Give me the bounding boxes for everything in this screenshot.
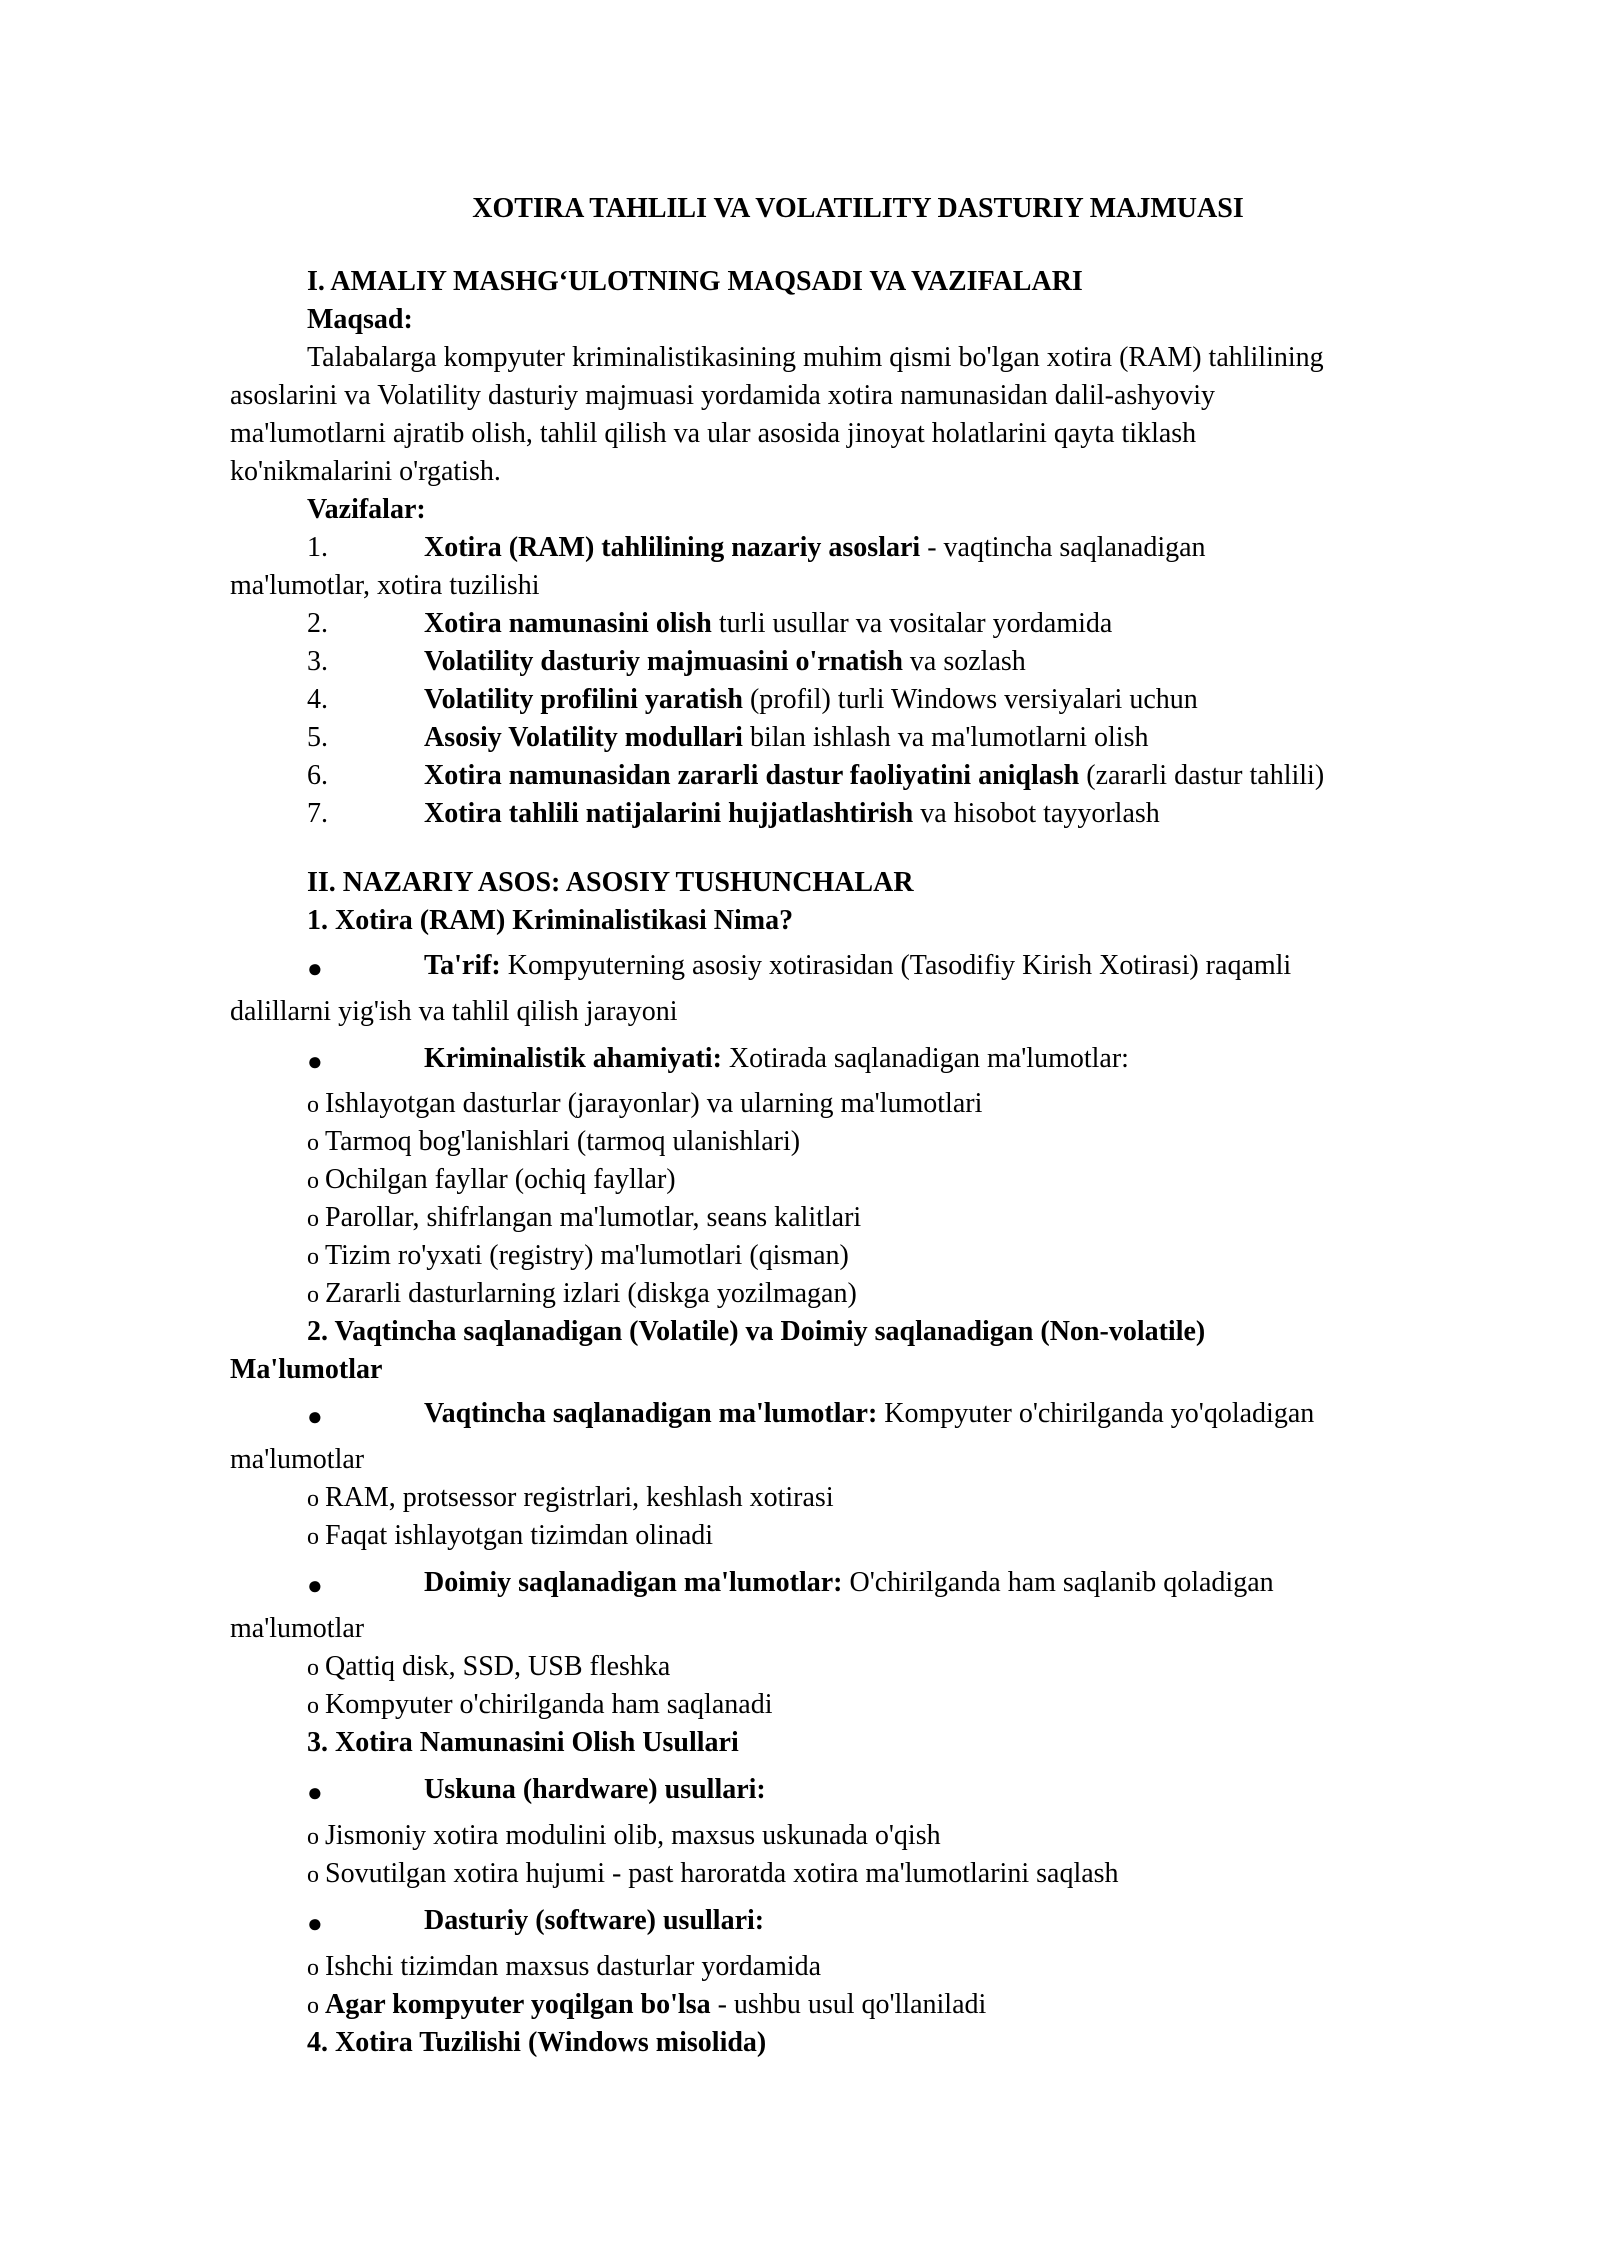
bullet-term: Uskuna (hardware) usullari:: [424, 1774, 766, 1805]
circle-bullet-icon: o: [307, 1130, 319, 1156]
bullet-continuation: ma'lumotlar: [230, 1613, 365, 1644]
list-item-text: RAM, protsessor registrlari, keshlash xotirasi: [325, 1482, 834, 1513]
maqsad-line-1: Talabalarga kompyuter kriminalistikasining muhim qismi bo'lgan xotira (RAM) tahlilining: [307, 342, 1324, 373]
task-title: Xotira namunasini olish: [424, 608, 712, 639]
task-detail: va sozlash: [902, 646, 1026, 677]
list-item: [307, 1817, 941, 1856]
list-item: [307, 1686, 772, 1725]
circle-bullet-icon: o: [307, 1282, 319, 1308]
circle-bullet-icon: o: [307, 1862, 319, 1888]
task-number: 5.: [307, 722, 328, 753]
circle-bullet-icon: o: [307, 1524, 319, 1550]
circle-bullet-icon: o: [307, 1206, 319, 1232]
circle-bullet-icon: o: [307, 1993, 319, 2019]
list-item-text: Ishlayotgan dasturlar (jarayonlar) va ularning ma'lumotlari: [325, 1088, 983, 1119]
list-item-text: - ushbu usul qo'llaniladi: [710, 1989, 987, 2020]
subsection-4-heading: 4. Xotira Tuzilishi (Windows misolida): [307, 2027, 767, 2058]
task-detail: bilan ishlash va ma'lumotlarni olish: [742, 722, 1149, 753]
list-item: [307, 1123, 800, 1162]
list-item: [307, 1648, 670, 1687]
task-detail: va hisobot tayyorlash: [913, 798, 1160, 829]
list-item-text: Tizim ro'yxati (registry) ma'lumotlari (qisman): [325, 1240, 849, 1271]
list-item: [307, 1986, 986, 2025]
list-item-text: Faqat ishlayotgan tizimdan olinadi: [325, 1520, 714, 1551]
task-number: 7.: [307, 798, 328, 829]
list-item-text: Parollar, shifrlangan ma'lumotlar, seans kalitlari: [325, 1202, 862, 1233]
task-title: Xotira namunasidan zararli dastur faoliyatini aniqlash: [424, 760, 1080, 791]
section-2-heading: II. NAZARIY ASOS: ASOSIY TUSHUNCHALAR: [307, 867, 914, 898]
task-detail: - vaqtincha saqlanadigan: [920, 532, 1206, 563]
bullet-term: Ta'rif:: [424, 950, 501, 981]
task-detail: turli usullar va vositalar yordamida: [711, 608, 1113, 639]
circle-bullet-icon: o: [307, 1092, 319, 1118]
circle-bullet-icon: o: [307, 1244, 319, 1270]
subsection-3-heading: 3. Xotira Namunasini Olish Usullari: [307, 1727, 739, 1758]
bullet-text: O'chirilganda ham saqlanib qoladigan: [842, 1567, 1274, 1598]
list-item-text: Qattiq disk, SSD, USB fleshka: [325, 1651, 671, 1682]
task-number: 1.: [307, 532, 328, 563]
list-item-text: Zararli dasturlarning izlari (diskga yozilmagan): [325, 1278, 857, 1309]
circle-bullet-icon: o: [307, 1824, 319, 1850]
bullet-term: Kriminalistik ahamiyati:: [424, 1043, 722, 1074]
bullet-icon: ●: [307, 1778, 323, 1807]
list-item: [307, 1855, 1119, 1894]
list-item-text: Ochilgan fayllar (ochiq fayllar): [325, 1164, 676, 1195]
bullet-text: Xotirada saqlanadigan ma'lumotlar:: [721, 1043, 1129, 1074]
task-number: 3.: [307, 646, 328, 677]
bullet-icon: ●: [307, 1402, 323, 1431]
list-item-text: Kompyuter o'chirilganda ham saqlanadi: [325, 1689, 773, 1720]
bullet-icon: ●: [307, 954, 323, 983]
list-item-text: Ishchi tizimdan maxsus dasturlar yordamida: [325, 1951, 822, 1982]
list-item: [307, 1161, 676, 1200]
maqsad-line-3: ma'lumotlarni ajratib olish, tahlil qilish va ular asosida jinoyat holatlarini qayta tiklash: [230, 418, 1197, 449]
list-item-text: Tarmoq bog'lanishlari (tarmoq ulanishlari): [325, 1126, 801, 1157]
list-item: [307, 1479, 834, 1518]
task-number: 2.: [307, 608, 328, 639]
task-detail: (profil) turli Windows versiyalari uchun: [742, 684, 1198, 715]
task-title: Xotira (RAM) tahlilining nazariy asoslari: [424, 532, 921, 563]
circle-bullet-icon: o: [307, 1168, 319, 1194]
task-title: Xotira tahlili natijalarini hujjatlashtirish: [424, 798, 914, 829]
task-title: Volatility dasturiy majmuasini o'rnatish: [424, 646, 903, 677]
circle-bullet-icon: o: [307, 1486, 319, 1512]
section-1-heading: I. AMALIY MASHG‘ULOTNING MAQSADI VA VAZIFALARI: [307, 266, 1083, 297]
vazifalar-label: Vazifalar:: [307, 494, 426, 525]
task-title: Asosiy Volatility modullari: [424, 722, 743, 753]
bullet-icon: ●: [307, 1047, 323, 1076]
task-title: Volatility profilini yaratish: [424, 684, 743, 715]
list-item: [307, 1517, 713, 1556]
subsection-2-heading-cont: Ma'lumotlar: [230, 1354, 383, 1385]
bullet-icon: ●: [307, 1909, 323, 1938]
maqsad-line-4: ko'nikmalarini o'rgatish.: [230, 456, 501, 487]
task-number: 4.: [307, 684, 328, 715]
task-number: 6.: [307, 760, 328, 791]
document-title: XOTIRA TAHLILI VA VOLATILITY DASTURIY MAJMUASI: [472, 193, 1244, 224]
subsection-1-heading: 1. Xotira (RAM) Kriminalistikasi Nima?: [307, 905, 794, 936]
maqsad-label: Maqsad:: [307, 304, 413, 335]
list-item: [307, 1275, 857, 1314]
list-item: [307, 1948, 821, 1987]
list-item-text: Jismoniy xotira modulini olib, maxsus uskunada o'qish: [325, 1820, 941, 1851]
bullet-term: Dasturiy (software) usullari:: [424, 1905, 765, 1936]
circle-bullet-icon: o: [307, 1693, 319, 1719]
list-item: [307, 1085, 982, 1124]
bullet-term: Vaqtincha saqlanadigan ma'lumotlar:: [424, 1398, 878, 1429]
circle-bullet-icon: o: [307, 1655, 319, 1681]
circle-bullet-icon: o: [307, 1955, 319, 1981]
bullet-continuation: dalillarni yig'ish va tahlil qilish jarayoni: [230, 996, 678, 1027]
task-detail: (zararli dastur tahlili): [1079, 760, 1325, 791]
bullet-text: Kompyuterning asosiy xotirasidan (Tasodifiy Kirish Xotirasi) raqamli: [500, 950, 1292, 981]
list-item-text: Sovutilgan xotira hujumi - past haroratda xotira ma'lumotlarini saqlash: [325, 1858, 1119, 1889]
bullet-continuation: ma'lumotlar: [230, 1444, 365, 1475]
subsection-2-heading: 2. Vaqtincha saqlanadigan (Volatile) va Doimiy saqlanadigan (Non-volatile): [307, 1316, 1206, 1347]
bullet-text: Kompyuter o'chirilganda yo'qoladigan: [877, 1398, 1315, 1429]
bullet-term: Doimiy saqlanadigan ma'lumotlar:: [424, 1567, 843, 1598]
list-item: [307, 1199, 861, 1238]
list-item-term: Agar kompyuter yoqilgan bo'lsa: [325, 1989, 711, 2020]
task-continuation: ma'lumotlar, xotira tuzilishi: [230, 570, 540, 601]
maqsad-line-2: asoslarini va Volatility dasturiy majmuasi yordamida xotira namunasidan dalil-ashyoviy: [230, 380, 1216, 411]
list-item: [307, 1237, 849, 1276]
bullet-icon: ●: [307, 1571, 323, 1600]
